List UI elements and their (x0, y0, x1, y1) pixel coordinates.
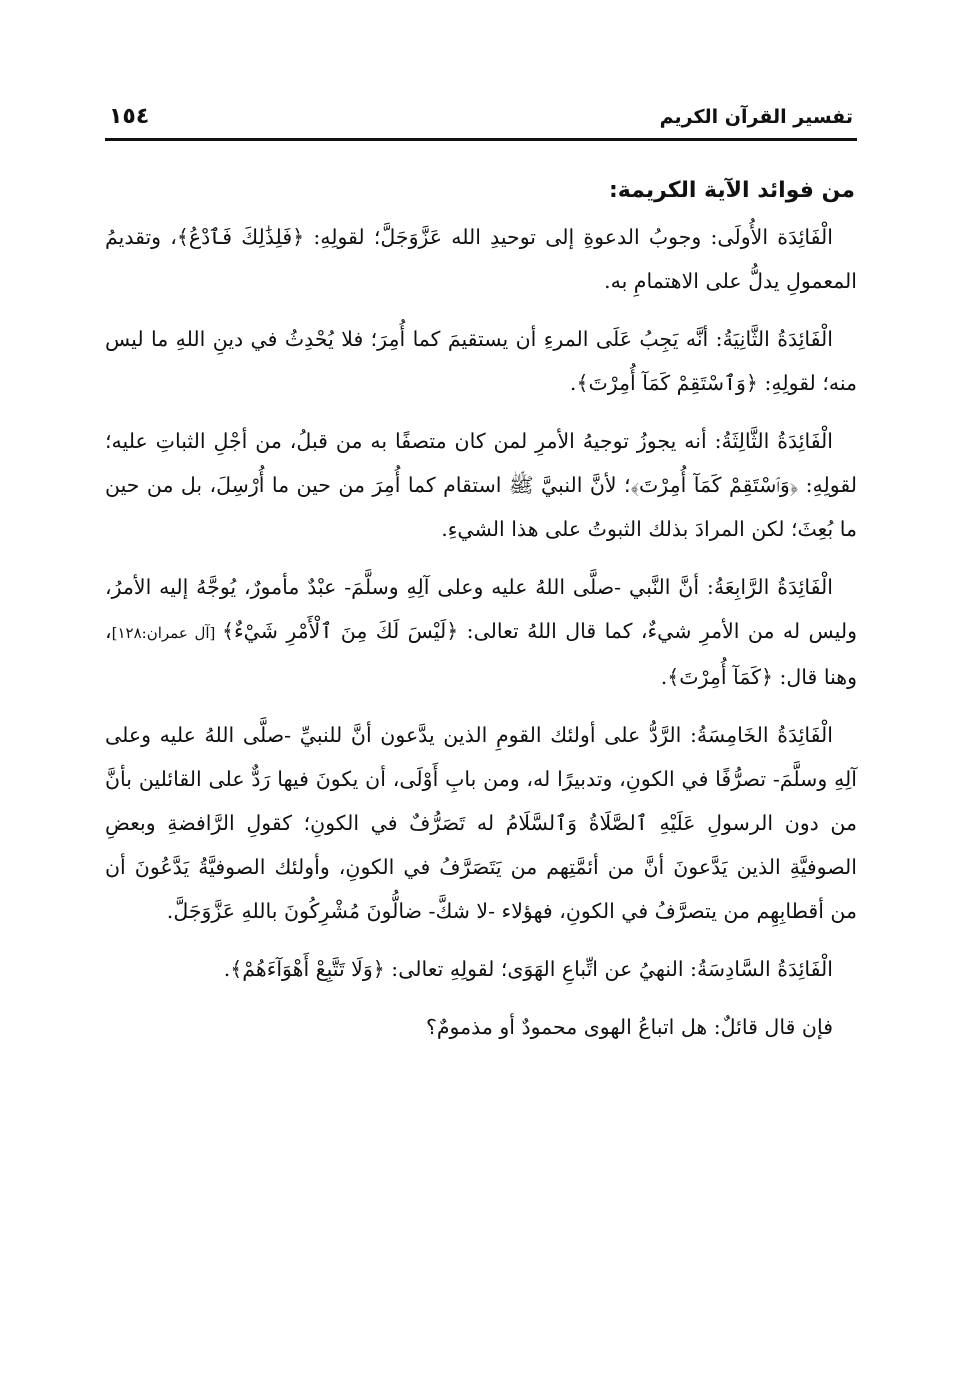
benefit-text: . (223, 957, 231, 981)
question-label: فإن قال قائلٌ: (713, 1015, 833, 1039)
benefit-text: الرَّدُّ على أولئك القومِ الذين يدَّعون أنَّ للنبيِّ -صلَّى اللهُ عليه وعلى آلِهِ وسلَّمَ- تصرُّفًا في الكونِ، وتدبيرًا له، ومن بابِ أَوْلَى، أن يكونَ فيها رَدٌّ على القائلين بأنَّ من دون الرسولِ عَلَيْهِ ٱلصَّلَاةُ وَٱلسَّلَامُ له تَصَرُّفٌ في الكونِ؛ كقولِ الرَّافضةِ وبعضِ الصوفيَّةِ الذين يَدَّعونَ أنَّ من أئمَّتِهم من يَتَصَرَّفُ في الكونِ، وأولئك الصوفيَّةُ يَدَّعُونَ أن من أقطابِهِم من يتصرَّفُ في الكونِ، فهؤلاء -لا شكَّ- ضالُّونَ مُشْرِكُونَ باللهِ عَزَّوَجَلَّ. (105, 723, 857, 923)
benefit-label: الْفَائِدَة الأُولَى: (710, 225, 833, 249)
quran-verse: ﴿وَٱسْتَقِمْ كَمَآ أُمِرْتَ﴾ (630, 473, 799, 497)
benefit-4 (105, 565, 857, 699)
benefit-5 (105, 713, 857, 933)
benefit-text: ؛ لأنَّ النبيَّ ﷺ استقام كما أُمِرَ من حين ما أُرْسِلَ، بل من حين ما بُعِثَ؛ لكن المرادَ بذلك الثبوتُ على هذا الشيءِ. (105, 473, 857, 541)
benefit-label: الْفَائِدَةُ الرَّابِعَةُ: (706, 575, 833, 599)
page-number: ١٥٤ (109, 104, 150, 129)
page-content (105, 178, 857, 1063)
benefit-3 (105, 419, 857, 551)
benefit-text: ، وتقديمُ المعمولِ يدلُّ على الاهتمامِ به. (105, 225, 857, 293)
benefit-text: . (569, 371, 577, 395)
benefit-label: الْفَائِدَةُ الثَّانِيَةُ: (715, 327, 833, 351)
benefit-label: الْفَائِدَةُ السَّادِسَةُ: (690, 957, 833, 981)
page-header (105, 102, 857, 141)
quran-verse: ﴿لَيْسَ لَكَ مِنَ ٱلْأَمْرِ شَيْءٌ﴾ (222, 619, 459, 643)
benefit-text: أنَّ النَّبي -صلَّى اللهُ عليه وعلى آلِهِ وسلَّمَ- عبْدٌ مأمورٌ، يُوجَّهُ إليه الأمرُ، وليس له من الأمرِ شيءٌ، كما قال اللهُ تعالى: (105, 575, 858, 643)
question-paragraph (105, 1005, 857, 1049)
question-text: هل اتباعُ الهوى محمودٌ أو مذمومٌ؟ (425, 1015, 714, 1039)
quran-verse: ﴿كَمَآ أُمِرْتَ﴾ (667, 665, 773, 689)
verse-reference: [آل عمران:١٢٨] (111, 624, 223, 642)
benefit-text: وجوبُ الدعوةِ إلى توحيدِ الله عَزَّوَجَلَّ؛ لقولِهِ: (304, 225, 711, 249)
quran-verse: ﴿فَلِذَٰلِكَ فَٱدْعُ﴾ (176, 225, 305, 249)
benefit-text: أنَّه يَجِبُ عَلَى المرءِ أن يستقيمَ كما أُمِرَ؛ فلا يُحْدِثُ في دينِ اللهِ ما ليس منه؛ لقولِهِ: (105, 327, 857, 395)
benefit-text: أنه يجوزُ توجيهُ الأمرِ لمن كان متصفًا به من قبلُ، من أجْلِ الثباتِ عليه؛ لقولِهِ: (105, 429, 858, 497)
quran-verse: ﴿وَلَا تَتَّبِعْ أَهْوَآءَهُمْ﴾ (230, 957, 385, 981)
benefit-text: ، وهنا قال: (105, 619, 857, 689)
benefit-text: . (660, 665, 668, 689)
benefit-label: الْفَائِدَةُ الخَامِسَةُ: (689, 723, 833, 747)
document-page (105, 0, 857, 1391)
benefit-1 (105, 215, 857, 303)
section-heading: من فوائد الآية الكريمة: (608, 178, 855, 203)
benefit-2 (105, 317, 857, 405)
benefit-6 (105, 947, 857, 991)
benefit-label: الْفَائِدَةُ الثَّالِثَةُ: (714, 429, 834, 453)
book-title: تفسير القرآن الكريم (659, 106, 853, 128)
benefit-text: النهيُ عن اتِّباعِ الهَوَى؛ لقولِهِ تعالى: (384, 957, 691, 981)
quran-verse: ﴿وَٱسْتَقِمْ كَمَآ أُمِرْتَ﴾ (576, 371, 758, 395)
